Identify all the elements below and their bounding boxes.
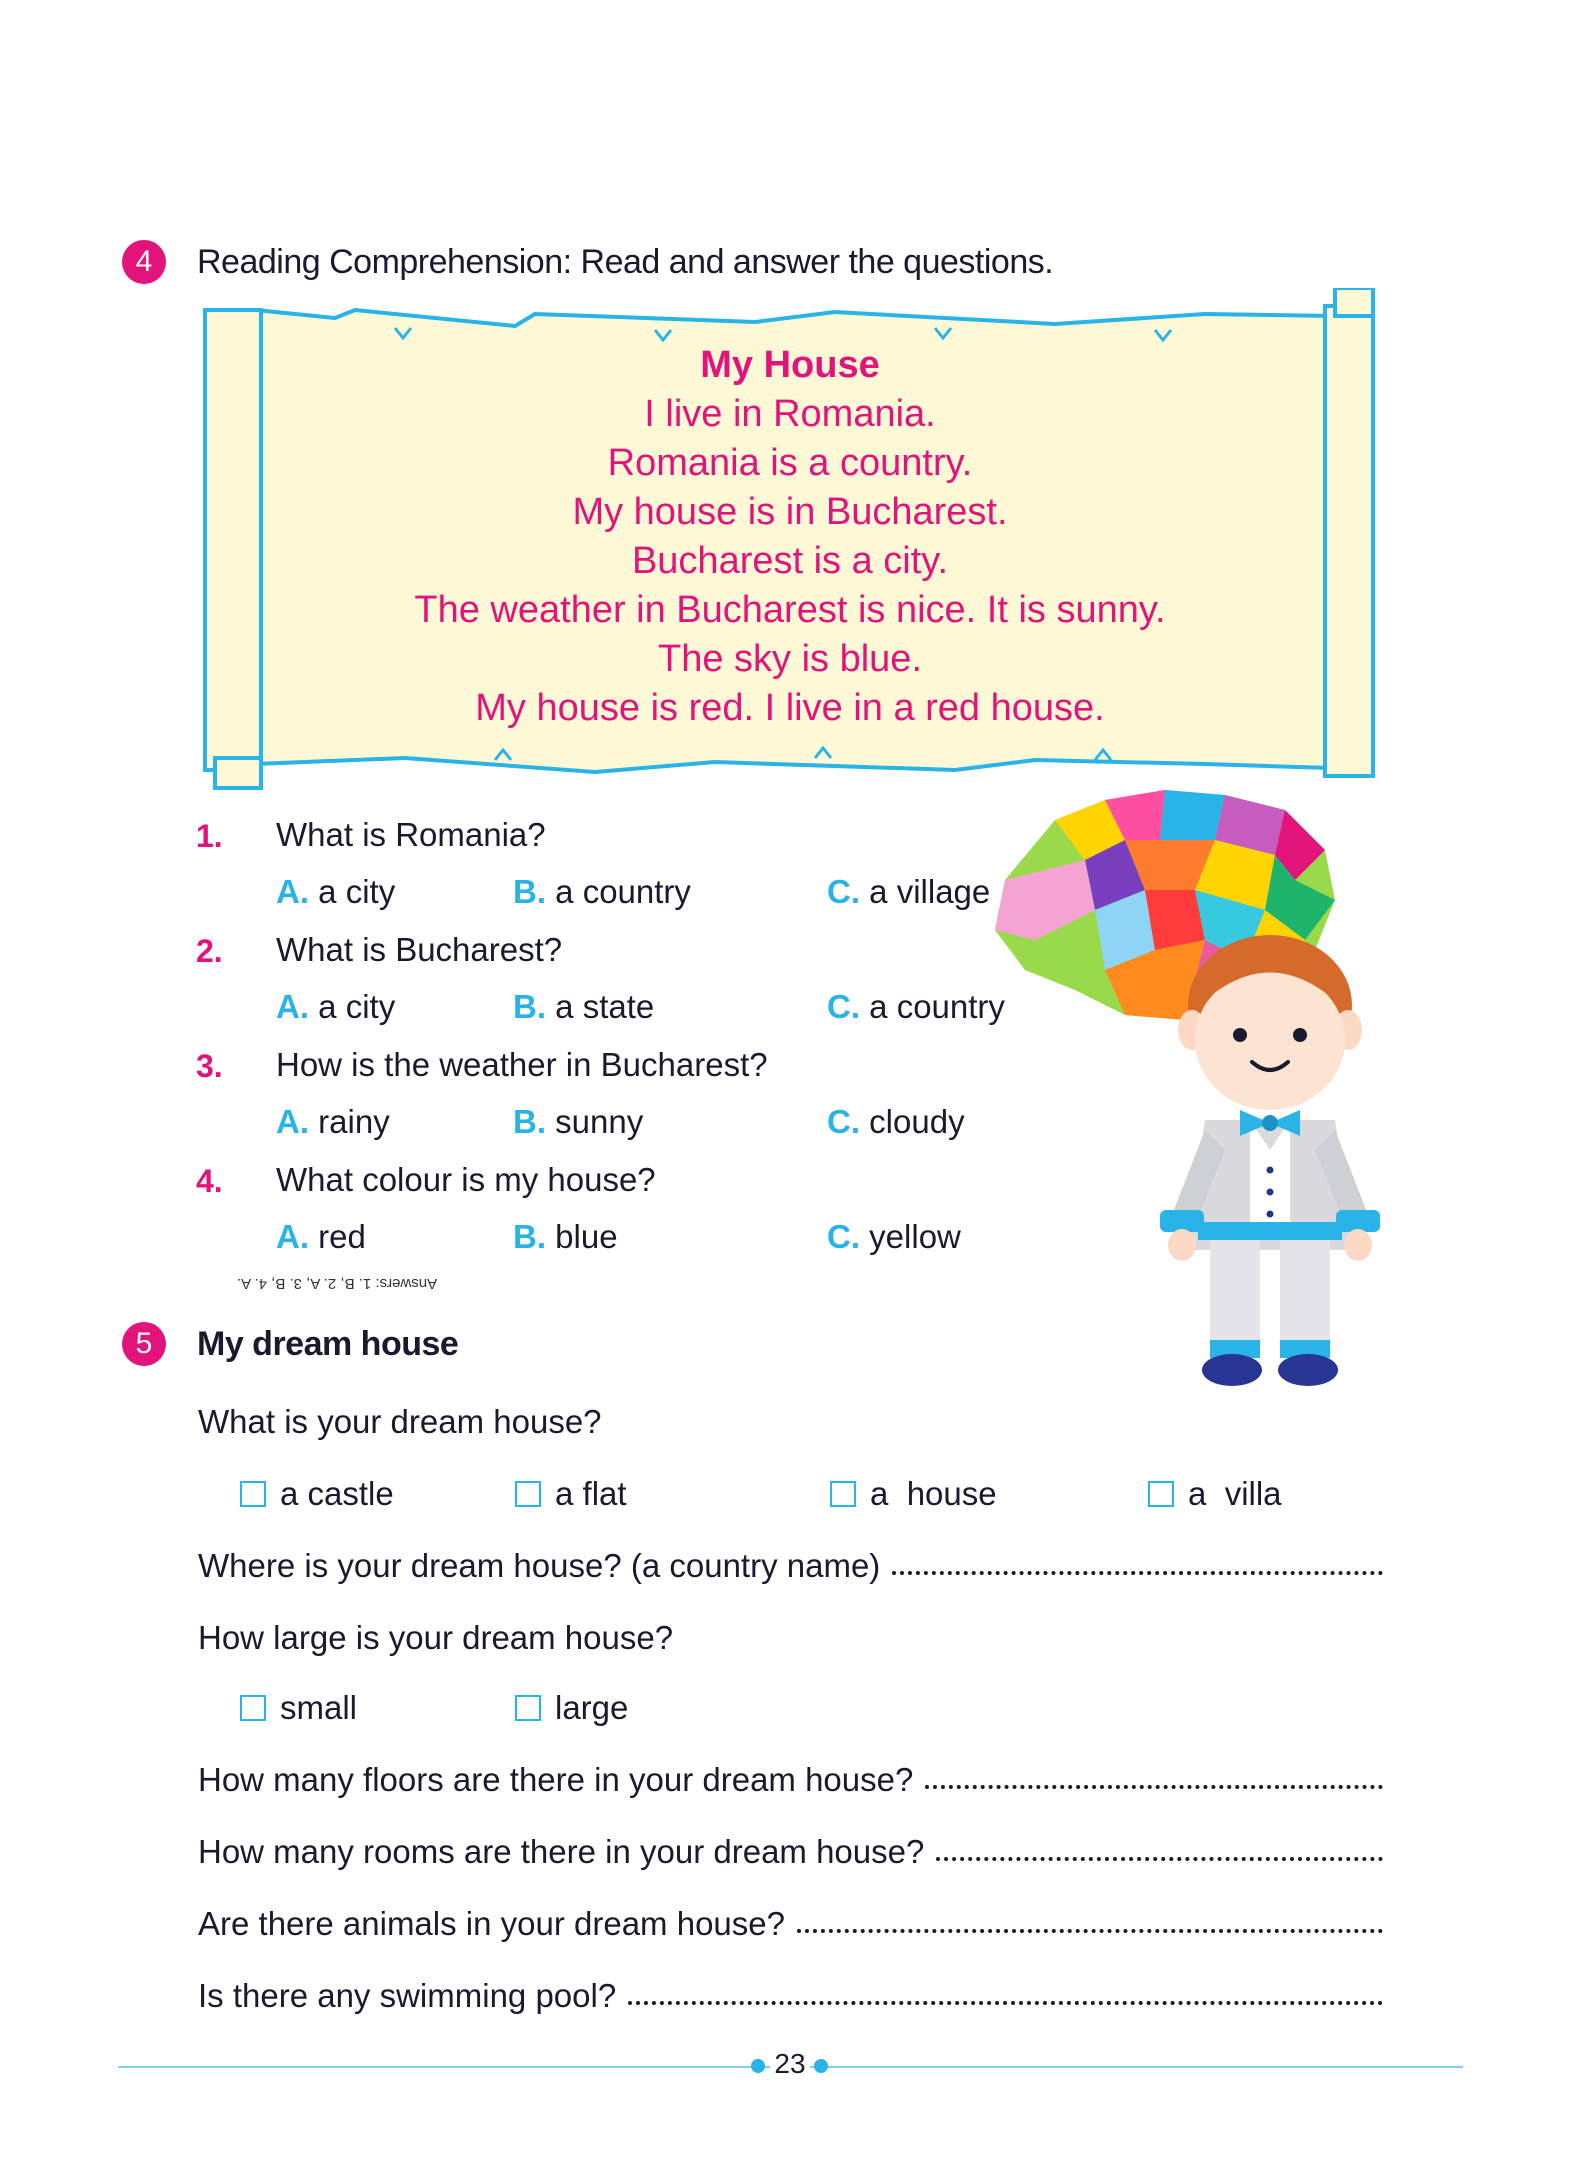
question-text: What colour is my house? [276, 1161, 656, 1198]
question-text: How many rooms are there in your dream house? [198, 1833, 925, 1870]
dream-house-question: What is your dream house? [198, 1403, 602, 1440]
animals-question [198, 1905, 1383, 1943]
option-letter: C. [827, 873, 860, 910]
option-c[interactable] [827, 1218, 961, 1256]
checkbox[interactable] [240, 1695, 266, 1721]
section-number-badge: 4 [122, 240, 166, 284]
story-line: My house is red. I live in a red house. [475, 687, 1105, 729]
option-text: a country [555, 873, 691, 910]
answer-key: Answers: 1. B, 2. A, 3. B, 4. A. [237, 1275, 438, 1292]
option-letter: A. [276, 1218, 309, 1255]
story-line: My house is in Bucharest. [572, 491, 1008, 533]
option-text: a city [318, 873, 396, 910]
checkbox[interactable] [830, 1481, 856, 1507]
question-text: How many floors are there in your dream house? [198, 1761, 914, 1798]
pool-question [198, 1977, 1383, 2015]
checkbox-house[interactable] [830, 1475, 997, 1513]
option-a[interactable] [276, 1218, 366, 1256]
boy-illustration [1140, 920, 1410, 1400]
checkbox-flat[interactable] [515, 1475, 627, 1513]
checkbox[interactable] [515, 1695, 541, 1721]
answer-line[interactable] [892, 1547, 1383, 1575]
section-title: Reading Comprehension: Read and answer the questions. [197, 243, 1054, 281]
option-text: a state [555, 988, 655, 1025]
option-text: a country [869, 988, 1005, 1025]
option-letter: A. [276, 1103, 309, 1140]
option-text: a village [869, 873, 991, 910]
option-text: blue [555, 1218, 618, 1255]
option-text: a city [318, 988, 396, 1025]
answer-line[interactable] [797, 1905, 1383, 1933]
checkbox-small[interactable] [240, 1689, 357, 1727]
option-text: small [280, 1689, 358, 1726]
section-number-badge: 5 [122, 1322, 166, 1366]
option-c[interactable] [827, 873, 990, 911]
checkbox-large[interactable] [515, 1689, 628, 1727]
country-question [198, 1547, 1383, 1585]
option-text: large [555, 1689, 629, 1726]
option-letter: B. [513, 1103, 546, 1140]
story-line: The weather in Bucharest is nice. It is sunny. [414, 589, 1166, 631]
option-c[interactable] [827, 1103, 965, 1141]
option-letter: B. [513, 1218, 546, 1255]
story-line: I live in Romania. [644, 393, 936, 435]
option-text: a castle [280, 1475, 394, 1512]
option-b[interactable] [513, 1103, 643, 1141]
story-line: Bucharest is a city. [631, 540, 949, 582]
checkbox[interactable] [240, 1481, 266, 1507]
answer-line[interactable] [936, 1833, 1383, 1861]
option-letter: B. [513, 988, 546, 1025]
option-letter: C. [827, 1103, 860, 1140]
option-a[interactable] [276, 1103, 390, 1141]
option-text: a flat [555, 1475, 627, 1512]
option-c[interactable] [827, 988, 1005, 1026]
option-a[interactable] [276, 988, 395, 1026]
option-b[interactable] [513, 873, 691, 911]
option-text: rainy [318, 1103, 390, 1140]
option-letter: B. [513, 873, 546, 910]
answer-line[interactable] [628, 1977, 1383, 2005]
question-text: How is the weather in Bucharest? [276, 1046, 768, 1083]
option-text: red [318, 1218, 366, 1255]
story-line: Romania is a country. [607, 442, 973, 484]
checkbox[interactable] [515, 1481, 541, 1507]
option-letter: C. [827, 1218, 860, 1255]
answer-line[interactable] [925, 1761, 1383, 1789]
question-text: What is Romania? [276, 816, 546, 853]
option-text: a villa [1188, 1475, 1282, 1512]
option-letter: A. [276, 988, 309, 1025]
option-text: cloudy [869, 1103, 965, 1140]
question-number: 1. [196, 818, 223, 854]
question-number: 3. [196, 1048, 223, 1084]
rooms-question [198, 1833, 1383, 1871]
option-text: a house [870, 1475, 997, 1512]
option-a[interactable] [276, 873, 395, 911]
checkbox[interactable] [1148, 1481, 1174, 1507]
question-number: 4. [196, 1163, 223, 1199]
footer-dot-left [751, 2059, 765, 2073]
option-letter: A. [276, 873, 309, 910]
option-letter: C. [827, 988, 860, 1025]
option-b[interactable] [513, 988, 654, 1026]
option-b[interactable] [513, 1218, 618, 1256]
footer-dot-right [814, 2059, 828, 2073]
checkbox-villa[interactable] [1148, 1475, 1282, 1513]
question-number: 2. [196, 933, 223, 969]
question-text: Is there any swimming pool? [198, 1977, 617, 2014]
size-question: How large is your dream house? [198, 1619, 674, 1656]
question-text: Where is your dream house? (a country name) [198, 1547, 881, 1584]
story-line: The sky is blue. [658, 638, 922, 680]
floors-question [198, 1761, 1383, 1799]
checkbox-castle[interactable] [240, 1475, 394, 1513]
page-number: 23 [770, 2048, 810, 2082]
story-title: My House [700, 344, 880, 386]
question-text: What is Bucharest? [276, 931, 563, 968]
option-text: sunny [555, 1103, 644, 1140]
section-title: My dream house [197, 1325, 459, 1363]
question-text: Are there animals in your dream house? [198, 1905, 785, 1942]
option-text: yellow [869, 1218, 961, 1255]
